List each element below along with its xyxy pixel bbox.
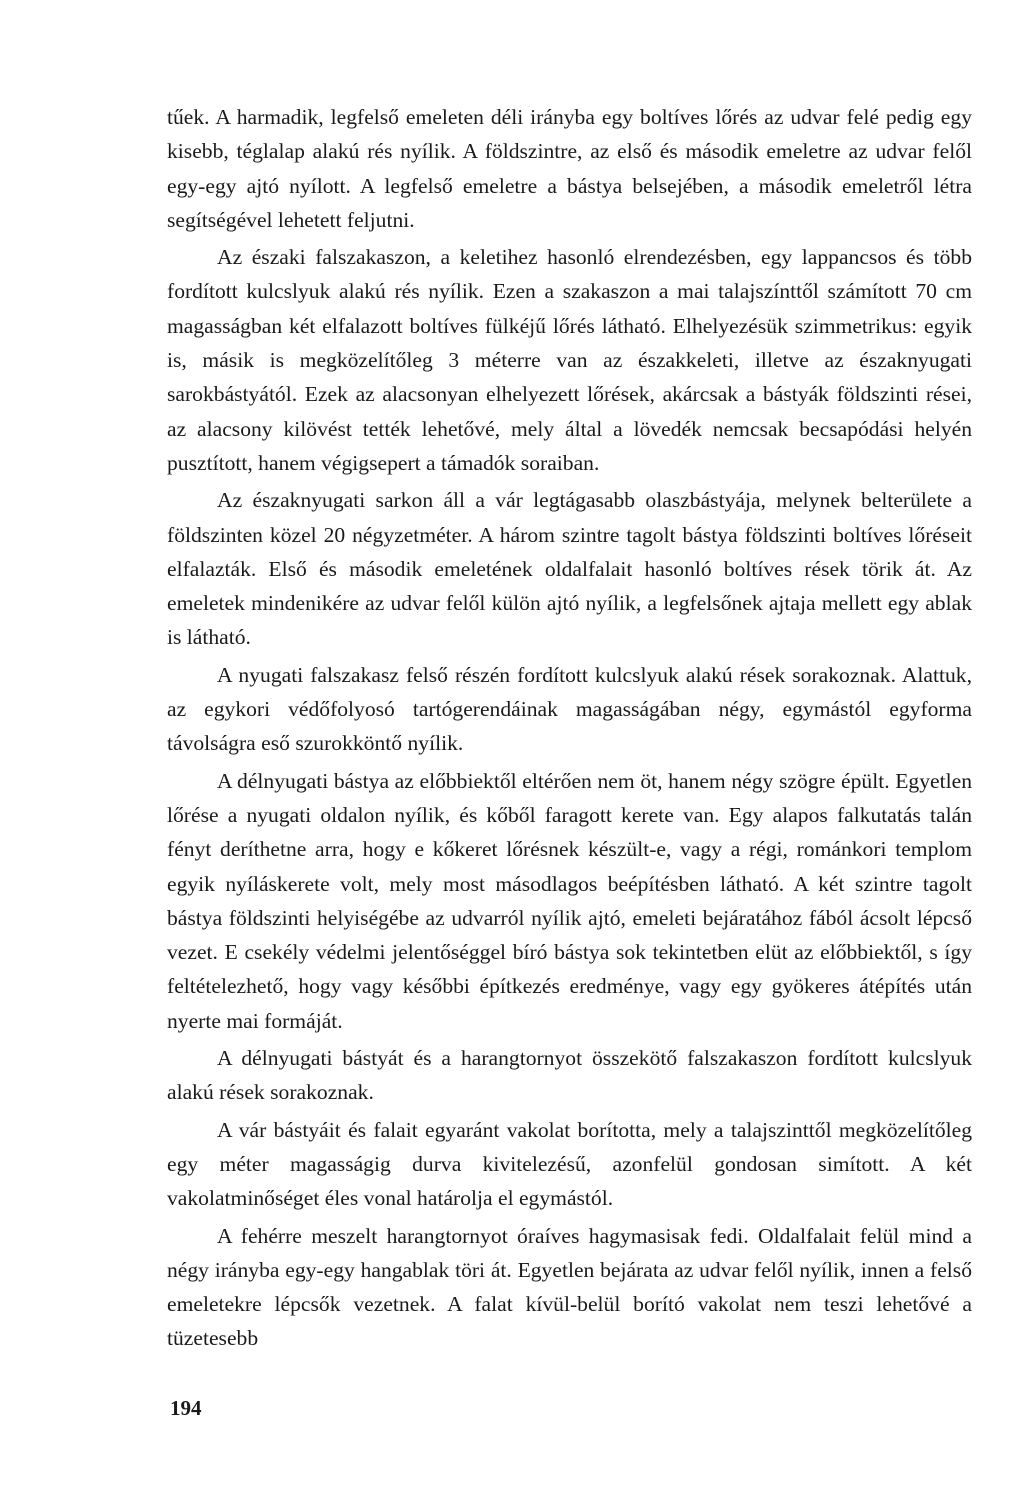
paragraph-western-wall: A nyugati falszakasz felső részén fordított kulcslyuk alakú rések sorakoznak. Alattuk, az egykori védőfolyosó tartógerendáinak magasságában négy, egymástól egyforma távolságra eső szurokköntő nyílik. (167, 662, 972, 756)
paragraph-continuation: tűek. A harmadik, legfelső emeleten déli irányba egy boltíves lőrés az udvar felé pedig egy kisebb, téglalap alakú rés nyílik. A földszintre, az első és második emeletre az udvar felől egy-egy ajtó nyílott. A legfelső emeletre a bástya belsejében, a második emeletről létra segítségével lehetett feljutni. (167, 105, 972, 232)
paragraph-bell-tower: A fehérre meszelt harangtornyot óraíves hagymasisak fedi. Oldalfalait felül mind a négy irányba egy-egy hangablak töri át. Egyetlen bejárata az udvar felől nyílik, innen a felső emeletekre lépcsők vezetnek. A falat kívül-belül borító vakolat nem teszi lehetővé a tüzetesebb (167, 1223, 972, 1351)
paragraph-plaster: A vár bástyáit és falait egyaránt vakolat borította, mely a talajszinttől megközelítőleg egy méter magasságig durva kivitelezésű, azonfelül gondosan simított. A két vakolatminőséget éles vonal határolja el egymástól. (167, 1117, 972, 1211)
page-number: 194 (170, 1396, 202, 1420)
paragraph-connecting-wall: A délnyugati bástyát és a harangtornyot összekötő falszakaszon fordított kulcslyuk alakú rések sorakoznak. (167, 1046, 972, 1105)
paragraph-northwest-bastion: Az északnyugati sarkon áll a vár legtágasabb olaszbástyája, melynek belterülete a földszinten közel 20 négyzetméter. A három szintre tagolt bástya földszinti boltíves lőréseit elfalazták. Első és második emeletének oldalfalait hasonló boltíves rések törik át. Az emeletek mindenikére az udvar felől külön ajtó nyílik, a legfelsőnek ajtaja mellett egy ablak is látható. (167, 488, 972, 650)
page-body (167, 100, 972, 1420)
paragraph-southwest-bastion: A délnyugati bástya az előbbiektől eltérően nem öt, hanem négy szögre épült. Egyetlen lőrése a nyugati oldalon nyílik, és kőből faragott kerete van. Egy alapos falkutatás talán fényt deríthetne arra, hogy e kőkeret lőrésnek készült-e, vagy a régi, románkori templom egyik nyíláskerete volt, mely most másodlagos beépítésben látható. A két szintre tagolt bástya földszinti helyiségébe az udvarról nyílik ajtó, emeleti bejáratához fából ácsolt lépcső vezet. E csekély védelmi jelentőséggel bíró bástya sok tekintetben elüt az előbbiektől, s így feltételezhető, hogy vagy későbbi építkezés eredménye, vagy egy gyökeres átépítés után nyerte mai formáját. (167, 768, 972, 1033)
paragraph-northern-wall: Az északi falszakaszon, a keletihez hasonló elrendezésben, egy lappancsos és több fordított kulcslyuk alakú rés nyílik. Ezen a szakaszon a mai talajszínttől számított 70 cm magasságban két elfalazott boltíves fülkéjű lőrés látható. Elhelyezésük szimmetrikus: egyik is, másik is megközelítőleg 3 méterre van az északkeleti, illetve az északnyugati sarokbástyától. Ezek az alacsonyan elhelyezett lőrések, akárcsak a bástyák földszinti rései, az alacsony kilövést tették lehetővé, mely által a lövedék nemcsak becsapódási helyén pusztított, hanem végigsepert a támadók soraiban. (167, 245, 972, 475)
